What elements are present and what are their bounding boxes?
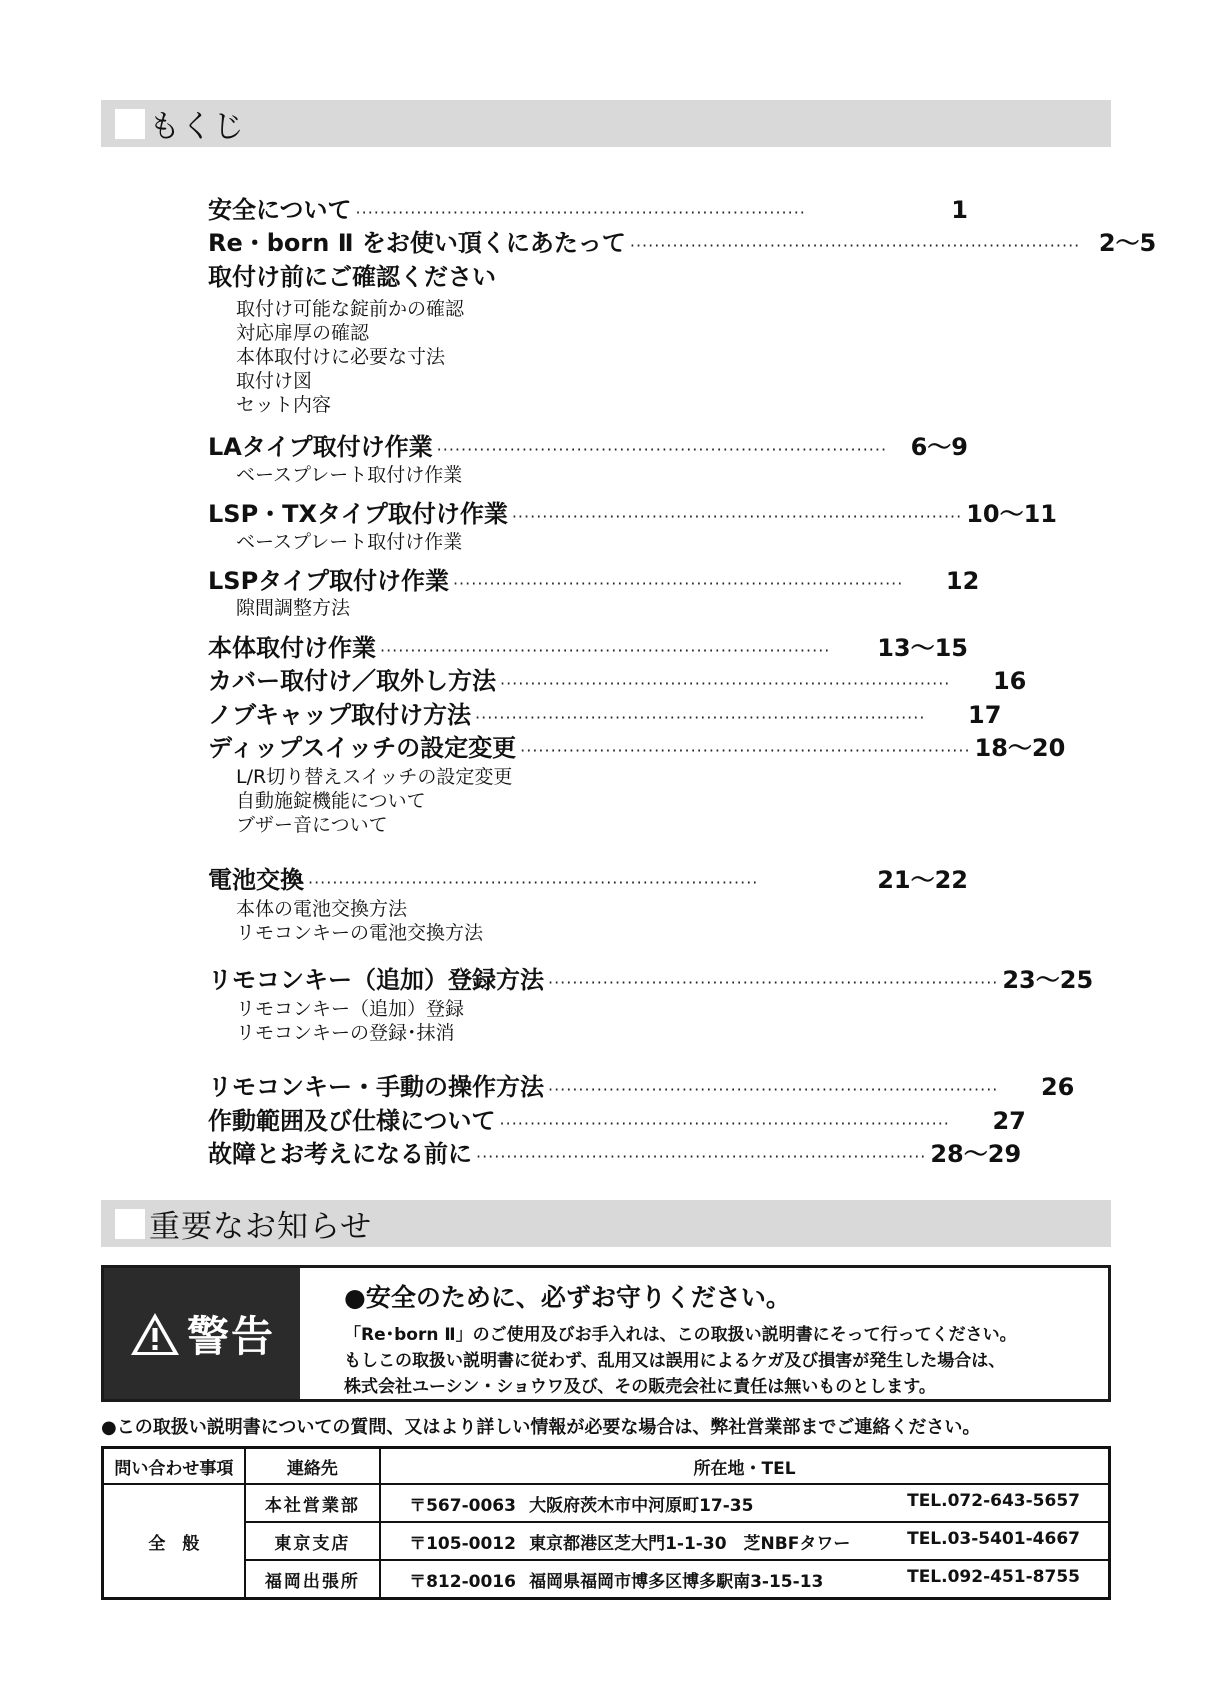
toc-page-number: 27 xyxy=(992,1107,1026,1135)
address-cell xyxy=(380,1522,1109,1560)
header-square-icon xyxy=(115,109,145,139)
toc-entry-label: ノブキャップ取付け方法 xyxy=(208,701,472,729)
toc-entry xyxy=(208,257,968,289)
toc-page-number: 18～20 xyxy=(974,734,1066,762)
toc-entry-label: リモコンキーの電池交換方法 xyxy=(236,922,484,944)
header-inquiry: 問い合わせ事項 xyxy=(103,1448,245,1485)
toc-entry-label: セット内容 xyxy=(236,394,332,416)
toc-leader-dots: ·········································································· xyxy=(355,203,806,222)
table-row xyxy=(103,1484,1110,1522)
zip-code: 〒567-0063 xyxy=(409,1495,516,1516)
table-header-row xyxy=(103,1448,1110,1485)
phone-number: TEL.072-643-5657 xyxy=(907,1490,1080,1511)
toc-page-number: 16 xyxy=(992,667,1027,695)
toc-entry-label: ブザー音について xyxy=(236,814,388,836)
toc-entry xyxy=(208,1067,1075,1101)
toc-page-number: 26 xyxy=(1040,1073,1075,1101)
toc-entry xyxy=(208,661,1027,695)
phone-number: TEL.03-5401-4667 xyxy=(907,1528,1080,1549)
toc-title: もくじ xyxy=(149,109,245,145)
toc-entry-label: リモコンキー（追加）登録 xyxy=(236,998,465,1020)
toc-subentry xyxy=(208,318,968,342)
toc-subentry xyxy=(208,460,968,484)
address: 大阪府茨木市中河原町17-35 xyxy=(529,1495,754,1516)
toc-entry-label: 取付け前にご確認ください xyxy=(208,263,496,291)
toc-entry-label: リモコンキーの登録･抹消 xyxy=(236,1022,455,1044)
toc-entry-label: 作動範囲及び仕様について xyxy=(208,1107,496,1135)
toc-entry-label: 本体取付け作業 xyxy=(208,634,376,662)
address-cell xyxy=(380,1560,1109,1599)
toc-page-number: 10～11 xyxy=(966,500,1057,528)
toc-leader-dots: ·········································································· xyxy=(499,1114,950,1133)
address: 東京都港区芝大門1-1-30 芝NBFタワー xyxy=(529,1533,851,1554)
toc-subentry xyxy=(208,786,968,810)
toc-subentry xyxy=(208,342,968,366)
toc-leader-dots: ·········································································· xyxy=(308,873,759,892)
toc-subentry xyxy=(208,527,968,551)
toc-entry xyxy=(208,427,968,459)
toc-page-number: 12 xyxy=(945,567,980,595)
toc-entry xyxy=(208,860,968,892)
warning-heading: ●安全のために、必ずお守りください。 xyxy=(344,1283,791,1312)
toc-entry xyxy=(208,561,980,595)
toc-leader-dots: ·········································································· xyxy=(436,440,888,459)
toc-page-number: 6～9 xyxy=(910,433,968,461)
table-row xyxy=(103,1522,1110,1560)
toc-page-number: 13～15 xyxy=(877,634,968,662)
warning-triangle-icon xyxy=(129,1311,181,1357)
table-row xyxy=(103,1560,1110,1599)
toc-entry-label: 隙間調整方法 xyxy=(236,597,351,619)
toc-page-number: 23～25 xyxy=(1002,966,1094,994)
warning-box xyxy=(101,1265,1111,1402)
toc-leader-dots: ·········································································· xyxy=(452,574,904,593)
contact-table xyxy=(101,1446,1111,1600)
toc-entry-label: リモコンキー・手動の操作方法 xyxy=(208,1073,544,1101)
toc-entry-label: ディップスイッチの設定変更 xyxy=(208,734,517,762)
toc-entry xyxy=(208,190,968,222)
toc-subentry xyxy=(208,593,968,617)
toc-page-number: 28～29 xyxy=(930,1140,1022,1168)
toc-entry xyxy=(208,960,1094,994)
toc-subentry xyxy=(208,894,968,918)
toc-entry-label: 取付け可能な錠前かの確認 xyxy=(236,298,465,320)
address: 福岡県福岡市博多区博多駅南3-15-13 xyxy=(529,1571,824,1592)
toc-entry xyxy=(208,1101,1026,1135)
category-cell: 全 般 xyxy=(103,1484,245,1599)
toc-entry-label: カバー取付け／取外し方法 xyxy=(208,667,496,695)
toc-subentry xyxy=(208,390,968,414)
address-cell xyxy=(380,1484,1109,1522)
toc-page-number: 17 xyxy=(968,701,1002,729)
toc-page-number: 1 xyxy=(951,196,968,224)
header-contact: 連絡先 xyxy=(245,1448,380,1485)
toc-entry-label: L/R切り替えスイッチの設定変更 xyxy=(236,766,513,788)
toc-entry-label: 自動施錠機能について xyxy=(236,790,426,812)
toc-entry xyxy=(208,695,1002,729)
header-address-tel: 所在地・TEL xyxy=(380,1448,1109,1485)
warning-content xyxy=(344,1278,1104,1400)
header-square-icon xyxy=(115,1209,145,1239)
warning-line: 「Re･born Ⅱ」のご使用及びお手入れは、この取扱い説明書にそって行ってください。 xyxy=(344,1325,1017,1345)
toc-entry-label: 安全について xyxy=(208,196,352,224)
warning-label-panel xyxy=(104,1268,300,1399)
toc-leader-dots: ·········································································· xyxy=(500,674,951,693)
toc-entry xyxy=(208,628,968,660)
toc-entry-label: Re・born Ⅱ をお使い頂くにあたって xyxy=(208,229,626,257)
toc-entry-label: 取付け図 xyxy=(236,370,313,392)
toc-section-header xyxy=(101,100,1111,147)
toc-entry-label: ベースプレート取付け作業 xyxy=(236,531,463,553)
contact-note: ●この取扱い説明書についての質問、又はより詳しい情報が必要な場合は、弊社営業部までご連絡ください。 xyxy=(101,1417,981,1438)
toc-leader-dots: ·········································································· xyxy=(380,641,831,660)
toc-entry-label: 電池交換 xyxy=(208,866,304,894)
warning-label: 警告 xyxy=(186,1311,275,1361)
toc-page-number: 2～5 xyxy=(1098,229,1157,257)
toc-entry-label: LSP・TXタイプ取付け作業 xyxy=(208,500,508,528)
toc-entry xyxy=(208,1134,1022,1168)
toc-entry-label: ベースプレート取付け作業 xyxy=(236,464,463,486)
warning-line: 株式会社ユーシン・ショウワ及び、その販売会社に責任は無いものとします。 xyxy=(344,1377,936,1397)
toc-subentry xyxy=(208,1018,968,1042)
zip-code: 〒105-0012 xyxy=(409,1533,516,1554)
toc-entry-label: LSPタイプ取付け作業 xyxy=(208,567,449,595)
toc-subentry xyxy=(208,762,968,786)
zip-code: 〒812-0016 xyxy=(409,1571,516,1592)
toc-subentry xyxy=(208,294,968,318)
toc-subentry xyxy=(208,810,968,834)
toc-leader-dots: ·········································································· xyxy=(548,1080,999,1099)
office-cell: 本社営業部 xyxy=(245,1484,380,1522)
warning-line: もしこの取扱い説明書に従わず、乱用又は誤用によるケガ及び損害が発生した場合は、 xyxy=(344,1351,1006,1371)
toc-entry xyxy=(208,728,1066,762)
toc-entry xyxy=(208,223,1157,257)
toc-leader-dots: ·········································································· xyxy=(511,507,963,526)
toc-leader-dots: ·········································································· xyxy=(520,741,971,760)
toc-leader-dots: ·········································································· xyxy=(476,1147,927,1166)
toc-entry-label: リモコンキー（追加）登録方法 xyxy=(208,966,544,994)
toc-entry-label: 本体取付けに必要な寸法 xyxy=(236,346,446,368)
toc-entry-label: 対応扉厚の確認 xyxy=(236,322,370,344)
phone-number: TEL.092-451-8755 xyxy=(907,1566,1080,1587)
notice-section-header xyxy=(101,1200,1111,1247)
toc-subentry xyxy=(208,918,968,942)
toc-entry-label: 故障とお考えになる前に xyxy=(208,1140,472,1168)
office-cell: 東京支店 xyxy=(245,1522,380,1560)
toc-entry xyxy=(208,494,1057,528)
toc-subentry xyxy=(208,994,968,1018)
toc-leader-dots: ·········································································· xyxy=(548,973,999,992)
notice-title: 重要なお知らせ xyxy=(149,1209,373,1245)
office-cell: 福岡出張所 xyxy=(245,1560,380,1599)
toc-entry-label: LAタイプ取付け作業 xyxy=(208,433,433,461)
toc-page-number: 21～22 xyxy=(877,866,968,894)
toc-subentry xyxy=(208,366,968,390)
toc-leader-dots: ·········································································· xyxy=(475,708,926,727)
toc-entry-label: 本体の電池交換方法 xyxy=(236,898,408,920)
toc-leader-dots: ·········································································· xyxy=(629,236,1081,255)
